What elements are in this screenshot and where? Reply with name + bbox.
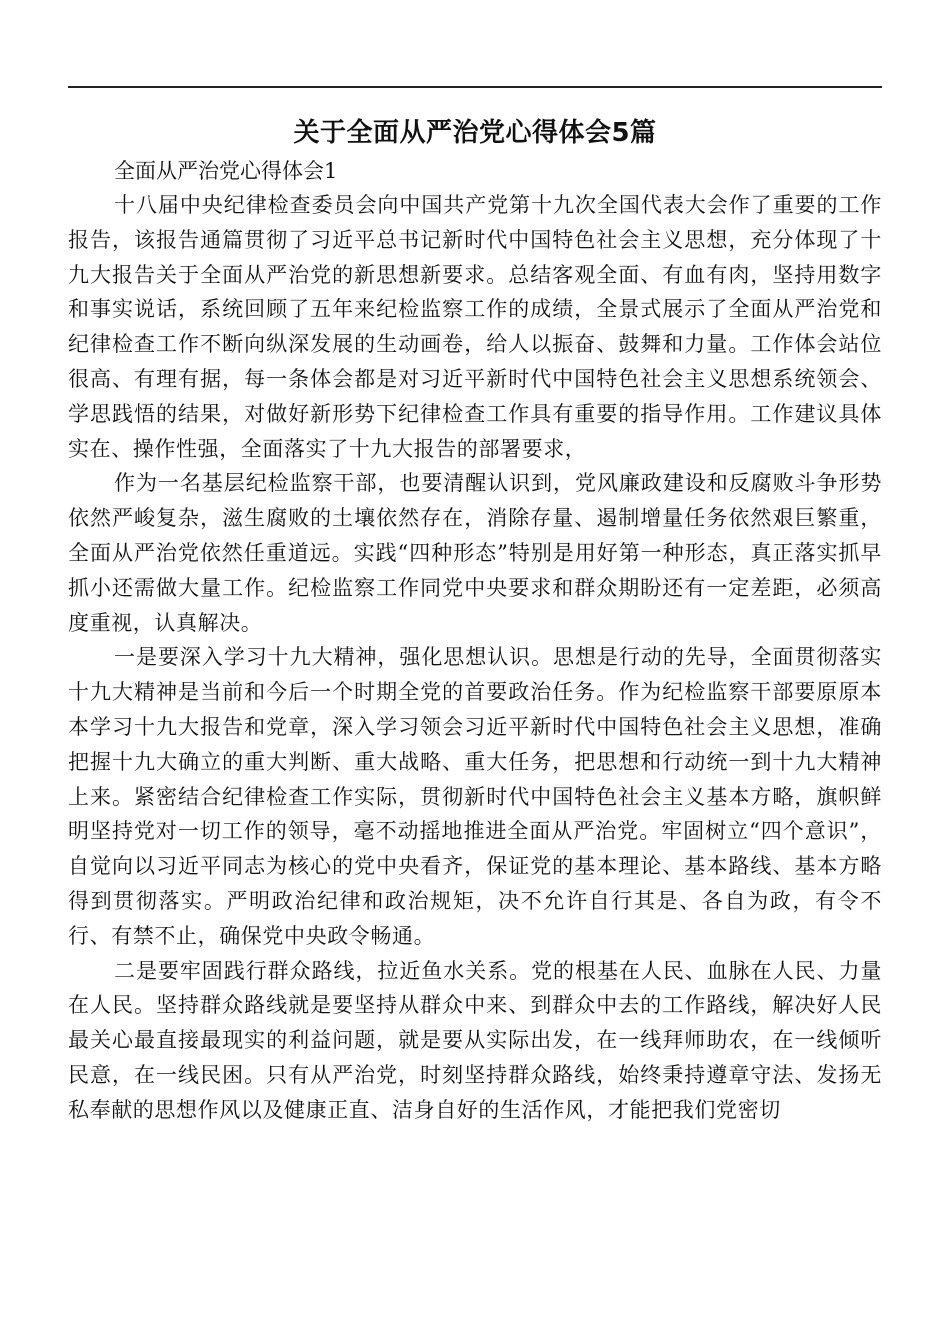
paragraph-3: 一是要深入学习十九大精神，强化思想认识。思想是行动的先导，全面贯彻落实十九大精神是当前和今后一个时期全党的首要政治任务。作为纪检监察干部要原原本本学习十九大报告和党章，深入学习领会习近平新时代中国特色社会主义思想，准确把握十九大确立的重大判断、重大战略、重大任务，把思想和行动统一到十九大精神上来。紧密结合纪律检查工作实际，贯彻新时代中国特色社会主义基本方略，旗帜鲜明坚持党对一切工作的领导，毫不动摇地推进全面从严治党。牢固树立“四个意识”，自觉向以习近平同志为核心的党中央看齐，保证党的基本理论、基本路线、基本方略得到贯彻落实。严明政治纪律和政治规矩，决不允许自行其是、各自为政，有令不行、有禁不止，确保党中央政令畅通。 (68, 645, 882, 948)
document-body (68, 150, 882, 1128)
header-rule (68, 86, 882, 88)
section-heading: 全面从严治党心得体会1 (114, 159, 338, 183)
document-title: 关于全面从严治党心得体会5篇 (293, 118, 657, 149)
paragraph-2: 作为一名基层纪检监察干部，也要清醒认识到，党风廉政建设和反腐败斗争形势依然严峻复杂，滋生腐败的土壤依然存在，消除存量、遏制增量任务依然艰巨繁重，全面从严治党依然任重道远。实践“四种形态”特别是用好第一种形态，真正落实抓早抓小还需做大量工作。纪检监察工作同党中央要求和群众期盼还有一定差距，必须高度重视，认真解决。 (68, 471, 882, 635)
paragraph-1: 十八届中央纪律检查委员会向中国共产党第十九次全国代表大会作了重要的工作报告，该报告通篇贯彻了习近平总书记新时代中国特色社会主义思想，充分体现了十九大报告关于全面从严治党的新思想新要求。总结客观全面、有血有肉，坚持用数字和事实说话，系统回顾了五年来纪检监察工作的成绩，全景式展示了全面从严治党和纪律检查工作不断向纵深发展的生动画卷，给人以振奋、鼓舞和力量。工作体会站位很高、有理有据，每一条体会都是对习近平新时代中国特色社会主义思想系统领会、学思践悟的结果，对做好新形势下纪律检查工作具有重要的指导作用。工作建议具体实在、操作性强，全面落实了十九大报告的部署要求， (68, 193, 882, 461)
paragraph-4: 二是要牢固践行群众路线，拉近鱼水关系。党的根基在人民、血脉在人民、力量在人民。坚持群众路线就是要坚持从群众中来、到群众中去的工作路线，解决好人民最关心最直接最现实的利益问题，就是要从实际出发，在一线拜师助农，在一线倾听民意，在一线民困。只有从严治党，时刻坚持群众路线，始终秉持遵章守法、发扬无私奉献的思想作风以及健康正直、洁身自好的生活作风，才能把我们党密切 (68, 958, 882, 1122)
